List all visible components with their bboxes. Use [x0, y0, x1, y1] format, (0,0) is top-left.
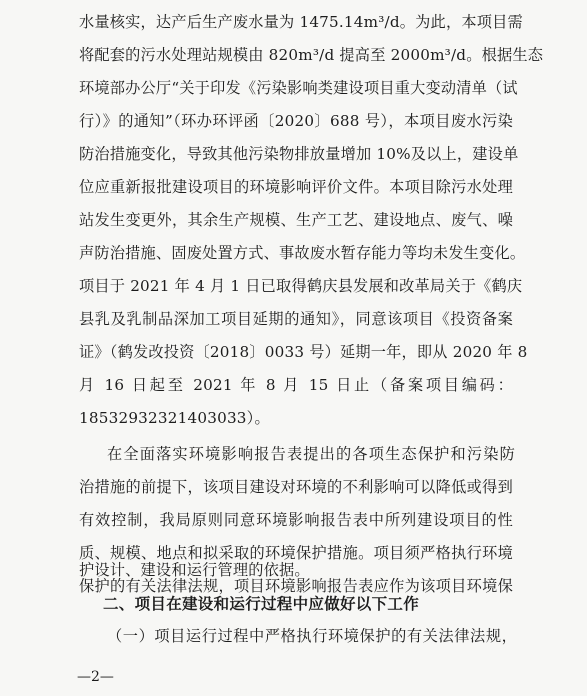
paragraph-line: 在全面落实环境影响报告表提出的各项生态保护和污染防 [107, 445, 515, 463]
paragraph-line: 站发生变更外，其余生产规模、生产工艺、建设地点、废气、噪 [79, 211, 513, 229]
paragraph-line: 环境部办公厅“关于印发《污染影响类建设项目重大变动清单（试 [79, 79, 518, 97]
paragraph-line: 项目于 2021 年 4 月 1 日已取得鹤庆县发展和改革局关于《鹤庆 [79, 277, 523, 295]
paragraph-line: 县乳及乳制品深加工项目延期的通知》，同意该项目《投资备案 [79, 310, 513, 328]
section-heading: 二、项目在建设和运行过程中应做好以下工作 [103, 595, 420, 613]
paragraph-line: 将配套的污水处理站规模由 820m³/d 提高至 2000m³/d。根据生态 [79, 46, 544, 64]
page-number: —2— [77, 669, 114, 685]
paragraph-line: 有效控制，我局原则同意环境影响报告表中所列建设项目的性 [79, 511, 513, 529]
paragraph-line: 声防治措施、固废处置方式、事故废水暂存能力等均未发生变化。 [79, 244, 526, 262]
paragraph-line: 水量核实，达产后生产废水量为 1475.14m³/d。为此，本项目需 [79, 13, 523, 31]
paragraph-line: 证》（鹤发改投资〔2018〕0033 号）延期一年，即从 2020 年 8 [79, 343, 528, 361]
item-line: （一）项目运行过程中严格执行环境保护的有关法律法规， [107, 627, 517, 645]
paragraph-line: 位应重新报批建设项目的环境影响评价文件。本项目除污水处理 [79, 178, 513, 196]
paragraph-line: 保护的有关法律法规，项目环境影响报告表应作为该项目环境保 [79, 577, 513, 595]
paragraph-line: 行）》的通知”（环办环评函〔2020〕688 号），本项目废水污染 [79, 112, 513, 130]
paragraph-line: 防治措施变化，导致其他污染物排放量增加 10%及以上，建设单 [79, 145, 519, 163]
paragraph-line: 18532932321403033）。 [79, 409, 270, 427]
paragraph-line: 月 16 日起至 2021 年 8 月 15 日止（备案项目编码： [79, 376, 513, 394]
paragraph-line: 治措施的前提下，该项目建设对环境的不利影响可以降低或得到 [79, 478, 513, 496]
paragraph-line: 质、规模、地点和拟采取的环境保护措施。项目须严格执行环境 [79, 544, 513, 562]
paragraph-line: 护设计、建设和运行管理的依据。 [79, 561, 310, 579]
